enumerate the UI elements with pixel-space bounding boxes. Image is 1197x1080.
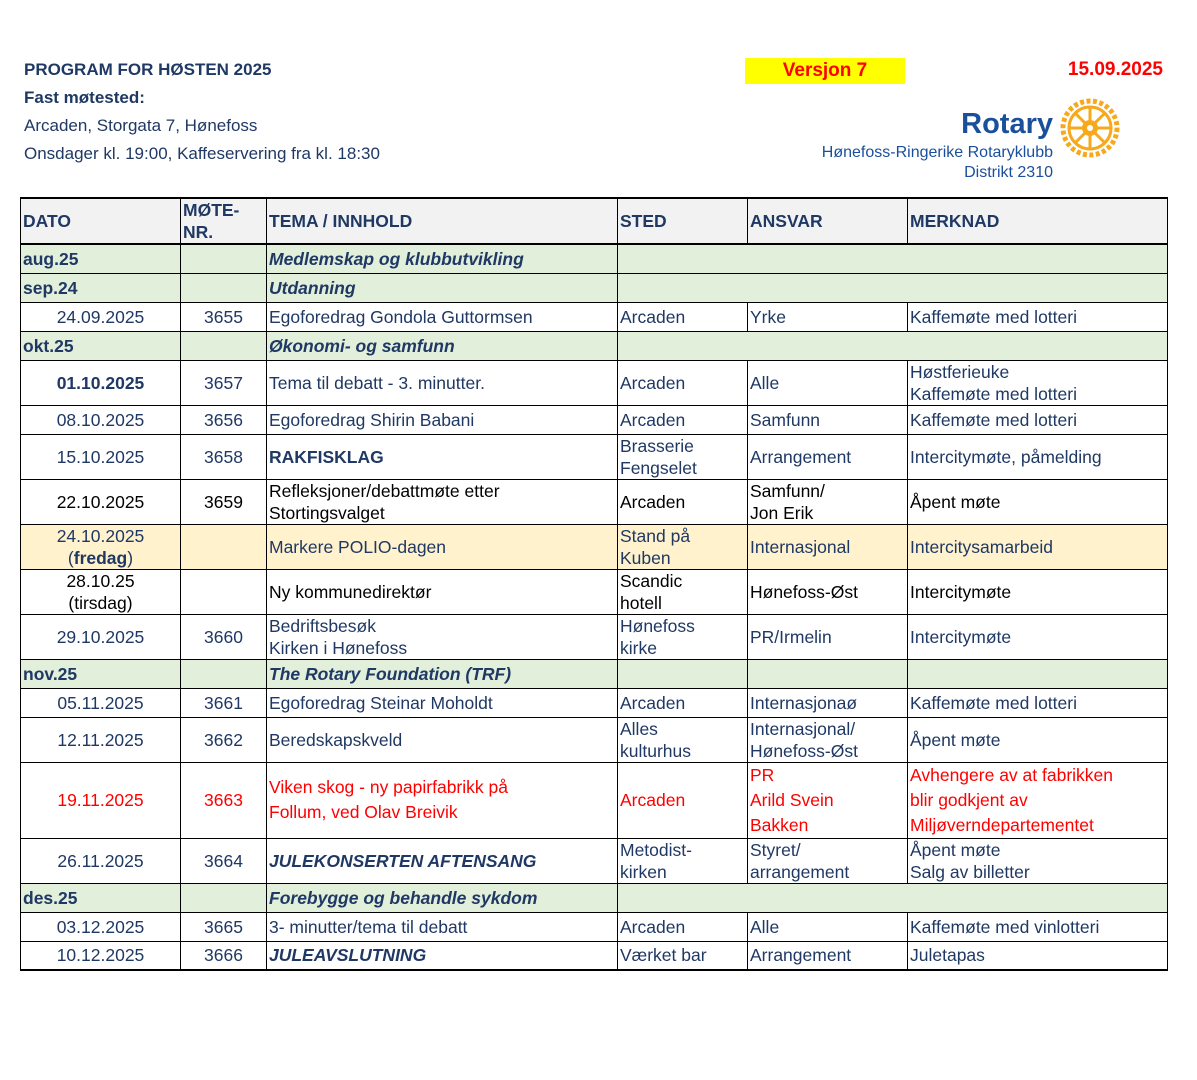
table-row (21, 838, 1168, 883)
month-row (21, 244, 1168, 273)
event-remark: Intercitymøte, påmelding (908, 434, 1168, 479)
table-row (21, 360, 1168, 405)
event-responsible: Styret/ arrangement (748, 838, 908, 883)
event-responsible: Samfunn (748, 405, 908, 434)
meeting-number (181, 524, 267, 569)
event-responsible: Arrangement (748, 941, 908, 970)
event-topic: Beredskapskveld (267, 717, 618, 762)
table-row (21, 569, 1168, 614)
month-theme: Utdanning (267, 273, 618, 302)
event-responsible: Internasjonaø (748, 688, 908, 717)
event-place: Arcaden (618, 912, 748, 941)
club-name: Hønefoss-Ringerike Rotaryklubb (821, 144, 1053, 161)
meeting-number: 3655 (181, 302, 267, 331)
meeting-schedule: Onsdager kl. 19:00, Kaffeservering fra kl. 18:30 (24, 144, 380, 163)
table-row (21, 762, 1168, 838)
rotary-logo-text: Rotary (961, 108, 1053, 140)
event-date: 01.10.2025 (21, 360, 181, 405)
month-label: des.25 (21, 883, 181, 912)
event-place: Værket bar (618, 941, 748, 970)
event-topic: JULEAVSLUTNING (267, 941, 618, 970)
event-topic: RAKFISKLAG (267, 434, 618, 479)
month-theme: The Rotary Foundation (TRF) (267, 659, 618, 688)
month-label: okt.25 (21, 331, 181, 360)
event-date: 28.10.25 (tirsdag) (21, 569, 181, 614)
event-topic: Egoforedrag Gondola Guttormsen (267, 302, 618, 331)
event-date: 22.10.2025 (21, 479, 181, 524)
event-responsible: Internasjonal/ Hønefoss-Øst (748, 717, 908, 762)
event-remark: Kaffemøte med lotteri (908, 405, 1168, 434)
event-remark: Juletapas (908, 941, 1168, 970)
meeting-address: Arcaden, Storgata 7, Hønefoss (24, 116, 258, 135)
document-date: 15.09.2025 (1067, 59, 1163, 80)
event-remark: Intercitymøte (908, 614, 1168, 659)
meeting-number: 3660 (181, 614, 267, 659)
event-remark: Kaffemøte med lotteri (908, 302, 1168, 331)
event-responsible: Samfunn/ Jon Erik (748, 479, 908, 524)
event-responsible: Hønefoss-Øst (748, 569, 908, 614)
event-remark: Kaffemøte med vinlotteri (908, 912, 1168, 941)
col-header-remark: MERKNAD (908, 198, 1168, 244)
event-date-weekday: fredag (73, 547, 128, 568)
table-row (21, 688, 1168, 717)
event-topic: Refleksjoner/debattmøte etter Stortingsvalget (267, 479, 618, 524)
district-label: Distrikt 2310 (964, 164, 1053, 181)
month-label: sep.24 (21, 273, 181, 302)
event-topic: Markere POLIO-dagen (267, 524, 618, 569)
event-place: Arcaden (618, 360, 748, 405)
table-row (21, 941, 1168, 970)
event-remark: Intercitysamarbeid (908, 524, 1168, 569)
event-responsible: Alle (748, 912, 908, 941)
event-place: Arcaden (618, 302, 748, 331)
event-place: Scandic hotell (618, 569, 748, 614)
event-responsible: Internasjonal (748, 524, 908, 569)
meeting-number: 3666 (181, 941, 267, 970)
month-row (21, 273, 1168, 302)
meeting-number: 3658 (181, 434, 267, 479)
event-date: 19.11.2025 (21, 762, 181, 838)
meeting-number: 3662 (181, 717, 267, 762)
event-remark: Intercitymøte (908, 569, 1168, 614)
event-remark: Åpent møte (908, 479, 1168, 524)
table-row (21, 614, 1168, 659)
event-topic: Bedriftsbesøk Kirken i Hønefoss (267, 614, 618, 659)
meeting-number (181, 569, 267, 614)
month-row (21, 883, 1168, 912)
event-remark: Åpent møte Salg av billetter (908, 838, 1168, 883)
table-row (21, 524, 1168, 569)
event-topic: Viken skog - ny papirfabrikk på Follum, ved Olav Breivik (267, 762, 618, 838)
meeting-number: 3656 (181, 405, 267, 434)
event-place: Metodist- kirken (618, 838, 748, 883)
program-title: PROGRAM FOR HØSTEN 2025 (24, 60, 272, 79)
event-date: 29.10.2025 (21, 614, 181, 659)
event-place: Arcaden (618, 479, 748, 524)
table-row (21, 717, 1168, 762)
col-header-topic: TEMA / INNHOLD (267, 198, 618, 244)
table-row (21, 434, 1168, 479)
month-row (21, 659, 1168, 688)
event-responsible: Yrke (748, 302, 908, 331)
event-responsible: Alle (748, 360, 908, 405)
table-row (21, 405, 1168, 434)
event-responsible: PR Arild Svein Bakken (748, 762, 908, 838)
table-row (21, 302, 1168, 331)
event-date-value: 24.10.2025 (56, 525, 145, 546)
event-remark: Kaffemøte med lotteri (908, 688, 1168, 717)
event-responsible: PR/Irmelin (748, 614, 908, 659)
month-theme: Medlemskap og klubbutvikling (267, 244, 618, 273)
event-topic: Egoforedrag Shirin Babani (267, 405, 618, 434)
rotary-wheel-icon (1060, 98, 1120, 158)
event-date-weekday: tirsdag (74, 592, 127, 613)
table-row (21, 479, 1168, 524)
meeting-number: 3659 (181, 479, 267, 524)
event-date: 24.10.2025 (fredag) (21, 524, 181, 569)
event-place: Hønefoss kirke (618, 614, 748, 659)
event-place: Alles kulturhus (618, 717, 748, 762)
event-date: 15.10.2025 (21, 434, 181, 479)
event-topic: 3- minutter/tema til debatt (267, 912, 618, 941)
event-date-value: 28.10.25 (66, 570, 135, 591)
program-table (20, 197, 1168, 971)
month-theme: Økonomi- og samfunn (267, 331, 618, 360)
month-row (21, 331, 1168, 360)
event-date: 05.11.2025 (21, 688, 181, 717)
meeting-number: 3664 (181, 838, 267, 883)
event-remark: Avhengere av at fabrikken blir godkjent av Miljøverndepartementet (908, 762, 1168, 838)
event-date: 12.11.2025 (21, 717, 181, 762)
event-place: Stand på Kuben (618, 524, 748, 569)
event-place: Arcaden (618, 405, 748, 434)
event-place: Brasserie Fengselet (618, 434, 748, 479)
table-header-row (21, 198, 1168, 244)
col-header-date: DATO (21, 198, 181, 244)
meeting-number: 3665 (181, 912, 267, 941)
meeting-number: 3657 (181, 360, 267, 405)
meeting-place-label: Fast møtested: (24, 88, 145, 107)
event-date: 10.12.2025 (21, 941, 181, 970)
event-place: Arcaden (618, 762, 748, 838)
event-place: Arcaden (618, 688, 748, 717)
col-header-meeting-nr: MØTE- NR. (181, 198, 267, 244)
event-date: 24.09.2025 (21, 302, 181, 331)
event-date: 26.11.2025 (21, 838, 181, 883)
event-topic: JULEKONSERTEN AFTENSANG (267, 838, 618, 883)
table-row (21, 912, 1168, 941)
event-topic: Ny kommunedirektør (267, 569, 618, 614)
event-topic: Tema til debatt - 3. minutter. (267, 360, 618, 405)
event-remark: Høstferieuke Kaffemøte med lotteri (908, 360, 1168, 405)
event-responsible: Arrangement (748, 434, 908, 479)
version-badge: Versjon 7 (745, 58, 905, 84)
event-date: 08.10.2025 (21, 405, 181, 434)
event-topic: Egoforedrag Steinar Moholdt (267, 688, 618, 717)
meeting-number: 3663 (181, 762, 267, 838)
month-theme: Forebygge og behandle sykdom (267, 883, 618, 912)
month-label: nov.25 (21, 659, 181, 688)
month-label: aug.25 (21, 244, 181, 273)
event-date: 03.12.2025 (21, 912, 181, 941)
meeting-number: 3661 (181, 688, 267, 717)
event-remark: Åpent møte (908, 717, 1168, 762)
col-header-responsible: ANSVAR (748, 198, 908, 244)
col-header-place: STED (618, 198, 748, 244)
